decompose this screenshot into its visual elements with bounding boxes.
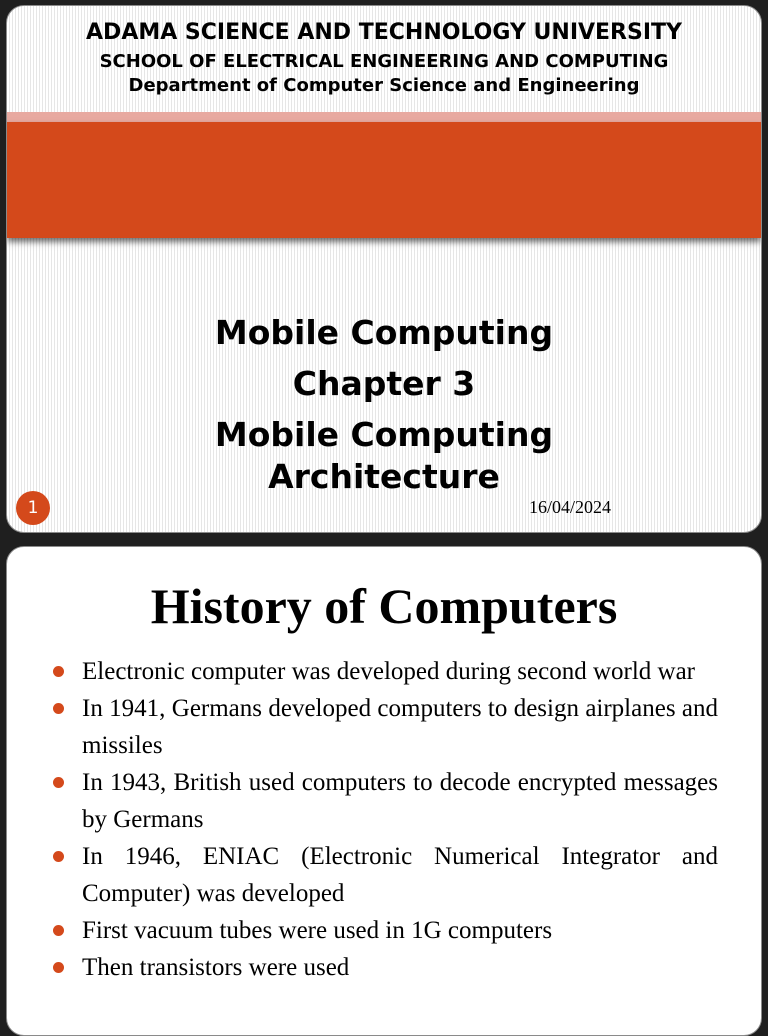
university-name: ADAMA SCIENCE AND TECHNOLOGY UNIVERSITY	[86, 20, 682, 45]
chapter-title-line-1: Mobile Computing	[214, 415, 554, 454]
bullet-dot-icon	[53, 703, 64, 714]
page-number-badge: 1	[16, 491, 50, 525]
bullet-text: In 1943, British used computers to decode encrypted messages by Germans	[82, 769, 718, 833]
bullet-text: In 1946, ENIAC (Electronic Numerical Integrator and Computer) was developed	[82, 843, 718, 907]
content-slide	[6, 546, 762, 1036]
bullet-item	[51, 764, 718, 838]
slide-date: 16/04/2024	[529, 497, 612, 517]
chapter-label: Chapter 3	[292, 364, 476, 403]
bullet-text: First vacuum tubes were used in 1G computers	[82, 917, 553, 944]
bullet-text: In 1941, Germans developed computers to design airplanes and missiles	[82, 695, 718, 759]
slide-heading: History of Computers	[150, 578, 618, 634]
bullet-dot-icon	[53, 777, 64, 788]
bullet-item	[51, 838, 718, 912]
chapter-title-line-2: Architecture	[268, 457, 500, 496]
bullet-dot-icon	[53, 925, 64, 936]
accent-band	[7, 122, 761, 238]
bullet-dot-icon	[53, 962, 64, 973]
bullet-item	[51, 912, 718, 949]
bullet-text: Electronic computer was developed during second world war	[82, 658, 695, 685]
bullet-dot-icon	[53, 851, 64, 862]
bullet-text: Then transistors were used	[82, 954, 350, 981]
bullet-item	[51, 949, 718, 986]
title-slide	[6, 5, 762, 533]
bullet-dot-icon	[53, 666, 64, 677]
bullet-item	[51, 690, 718, 764]
bullet-item	[51, 653, 718, 690]
department-name: Department of Computer Science and Engineering	[128, 75, 640, 96]
course-title: Mobile Computing	[214, 313, 554, 352]
accent-band-highlight	[7, 112, 761, 122]
school-name: SCHOOL OF ELECTRICAL ENGINEERING AND COMPUTING	[99, 51, 669, 72]
bullet-list	[51, 653, 718, 986]
